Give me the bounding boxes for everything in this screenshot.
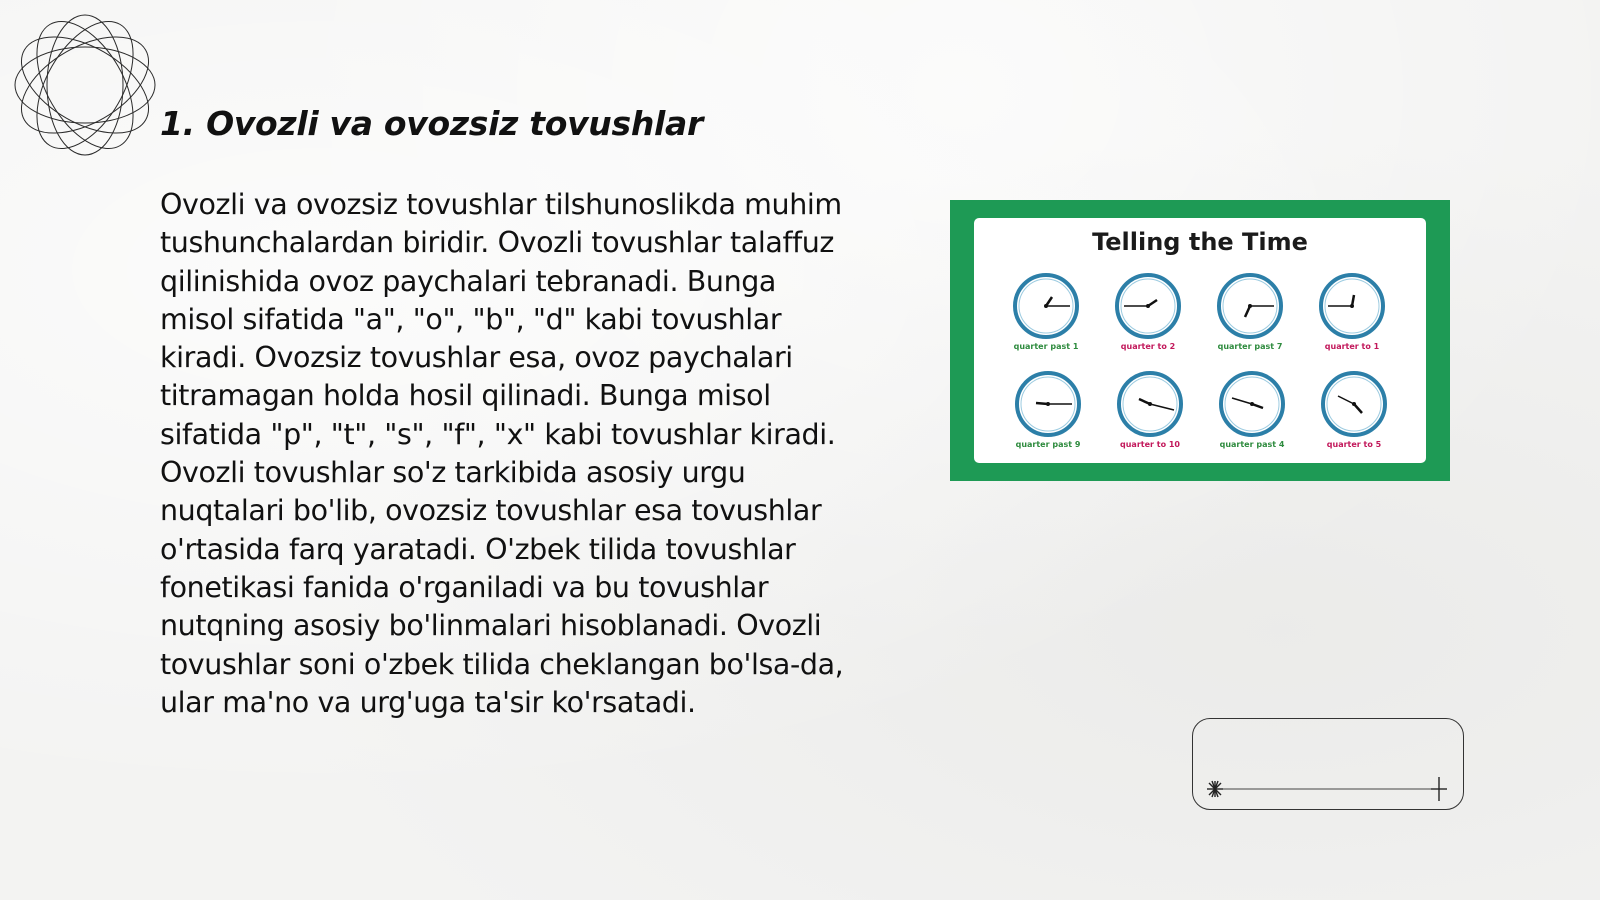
clock-item [1200,272,1300,362]
clock-label: quarter to 1 [1324,342,1380,351]
clock-icon [1318,272,1386,340]
decorative-rounded-box [1192,718,1464,810]
clock-label: quarter to 5 [1326,440,1382,449]
clock-icon [1320,370,1388,438]
sparkle-icon [1207,781,1223,797]
plus-star-icon [1431,777,1447,801]
clock-icon [1116,370,1184,438]
clock-label: quarter past 4 [1219,440,1285,449]
picture-card [974,218,1426,463]
clock-icon [1216,272,1284,340]
clock-label: quarter past 1 [1013,342,1079,351]
clock-label: quarter past 9 [1015,440,1081,449]
clock-label: quarter past 7 [1217,342,1283,351]
body-paragraph: Ovozli va ovozsiz tovushlar tilshunoslikda muhim tushunchalardan biridir. Ovozli tovushlar talaffuz qilinishida ovoz paychalari tebranadi. Bunga misol sifatida "a", "o", "b", "d" kabi tovushlar kiradi. Ovozsiz tovushlar esa, ovoz paychalari titramagan holda hosil qilinadi. Bunga misol sifatida "p", "t", "s", "f", "x" kabi tovushlar kiradi. Ovozli tovushlar so'z tarkibida asosiy urgu nuqtalari bo'lib, ovozsiz tovushlar esa tovushlar o'rtasida farq yaratadi. O'zbek tilida tovushlar fonetikasi fanida o'rganiladi va bu tovushlar nutqning asosiy bo'linmalari hisoblanadi. Ovozli tovushlar soni o'zbek tilida cheklangan bo'lsa-da, ular ma'no va urg'uga ta'sir ko'rsatadi. [160,188,844,719]
clock-icon [1114,272,1182,340]
concentric-rings-icon [10,10,160,160]
clock-label: quarter to 2 [1120,342,1176,351]
picture-title: Telling the Time [1092,228,1308,256]
clock-label: quarter to 10 [1120,440,1180,449]
decorative-line [1193,719,1465,811]
clock-item [1100,370,1200,460]
clock-item [1304,370,1404,460]
clock-icon [1014,370,1082,438]
clock-icon [1218,370,1286,438]
clock-icon [1012,272,1080,340]
clock-item [1302,272,1402,362]
slide-title: 1. Ovozli va ovozsiz tovushlar [160,104,703,143]
clock-item [1098,272,1198,362]
clock-item [998,370,1098,460]
telling-time-picture [950,200,1450,481]
clock-item [996,272,1096,362]
clock-item [1202,370,1302,460]
